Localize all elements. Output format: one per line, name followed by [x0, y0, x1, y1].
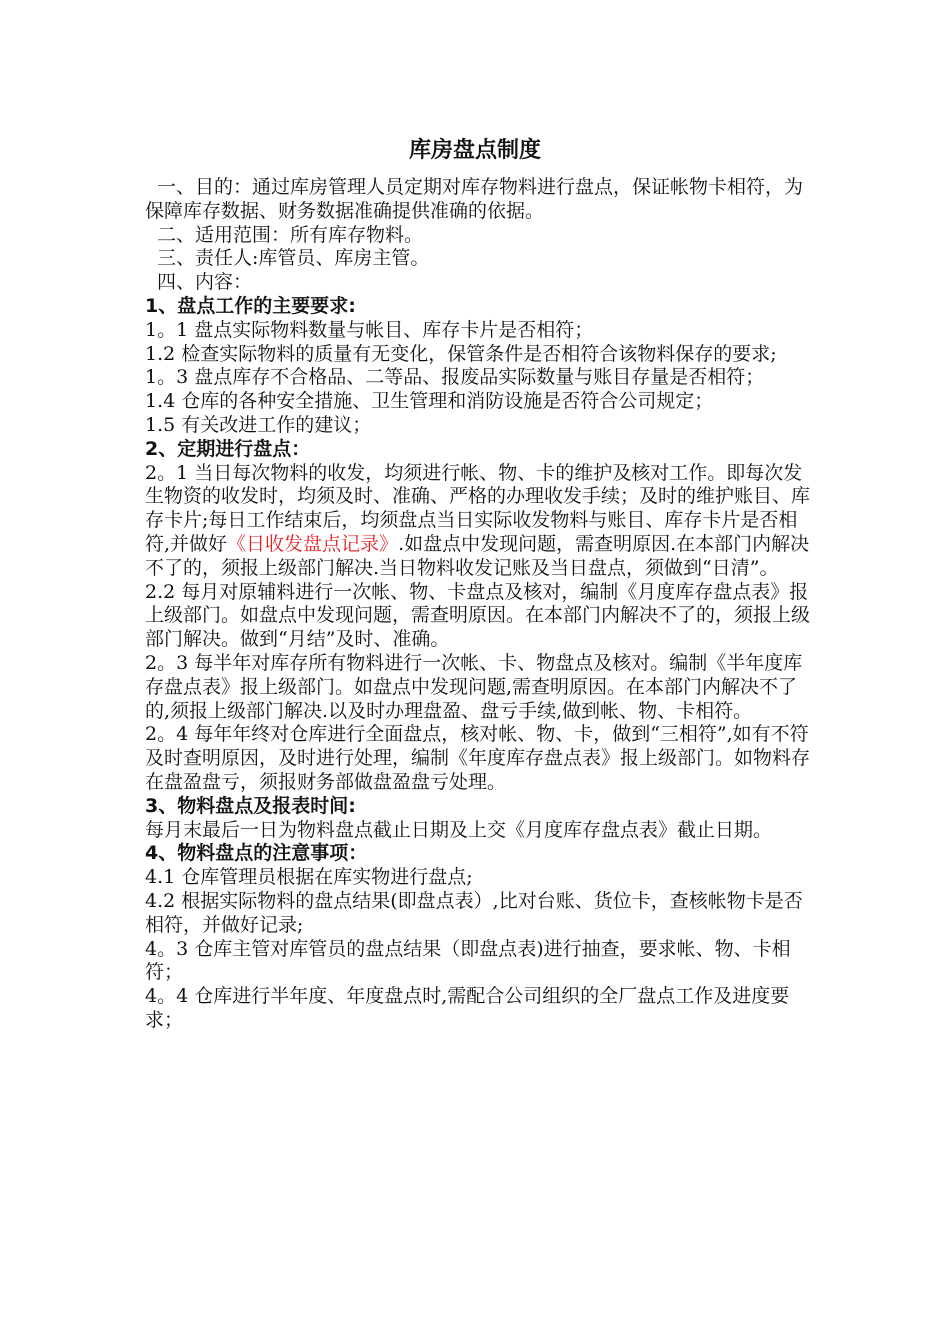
document-title: 库房盘点制度 [408, 138, 541, 163]
section-1-item: 1。1 盘点实际物料数量与帐目、库存卡片是否相符； [145, 318, 594, 341]
section-3-heading: 3、物料盘点及报表时间: [145, 794, 356, 817]
section-2-item-1-text-cont: .如盘点中发现问题，需查明原因.在本部门内解决不了的，须报上级部门解决.当日物料收发记账及当日盘点，须做到“日清”。 [145, 532, 810, 579]
section-4-item: 4.1 仓库管理员根据在库实物进行盘点; [145, 866, 473, 889]
section-4-item: 4。3 仓库主管对库管员的盘点结果（即盘点表)进行抽查，要求帐、物、卡相符； [145, 937, 791, 984]
section-2-item-4: 2。4 每年年终对仓库进行全面盘点，核对帐、物、卡，做到“三相符”,如有不符及时查明原因，及时进行处理，编制《年度库存盘点表》报上级部门。如物料存在盘盈盘亏，须报财务部做盘盈盘亏处理。 [145, 723, 811, 793]
section-2-item-1 [145, 462, 810, 581]
scope-paragraph: 二、适用范围：所有库存物料。 [157, 223, 424, 246]
section-3-text: 每月末最后一日为物料盘点截止日期及上交《月度库存盘点表》截止日期。 [145, 818, 773, 841]
section-1-item: 1.4 仓库的各种安全措施、卫生管理和消防设施是否符合公司规定； [145, 390, 714, 413]
section-2-heading: 2、定期进行盘点： [145, 437, 311, 460]
section-4-item: 4.2 根据实际物料的盘点结果(即盘点表）,比对台账、货位卡，查核帐物卡是否相符，并做好记录; [145, 889, 803, 936]
daily-record-title: 《日收发盘点记录》 [227, 532, 399, 555]
responsible-paragraph: 三、责任人:库管员、库房主管。 [157, 247, 430, 270]
section-4-item: 4。4 仓库进行半年度、年度盘点时,需配合公司组织的全厂盘点工作及进度要求； [145, 985, 790, 1031]
section-1-item: 1.2 检查实际物料的质量有无变化，保管条件是否相符合该物料保存的要求; [145, 342, 777, 365]
section-1-heading: 1、盘点工作的主要要求: [145, 294, 356, 317]
section-1-item: 1.5 有关改进工作的建议； [145, 413, 372, 436]
document-body [145, 176, 810, 1033]
content-paragraph: 四、内容： [157, 271, 253, 294]
section-2-item-3: 2。3 每半年对库存所有物料进行一次帐、卡、物盘点及核对。编制《半年度库存盘点表》报上级部门。如盘点中发现问题,需查明原因。在本部门内解决不了的,须报上级部门解决.以及时办理盘盈、盘亏手续,做到帐、物、卡相符。 [145, 651, 803, 722]
section-1-item: 1。3 盘点库存不合格品、二等品、报废品实际数量与账目存量是否相符； [145, 366, 765, 389]
section-2-item-1-text: 2。1 当日每次物料的收发，均须进行帐、物、卡的维护及核对工作。即每次发生物资的收发时，均须及时、准确、严格的办理收发手续；及时的维护账目、库存卡片;每日工作结束后，均须盘点当日实际收发物料与账目、库存卡片是否相符,并做好 [145, 461, 811, 555]
section-4-heading: 4、物料盘点的注意事项： [145, 842, 368, 865]
purpose-paragraph: 一、目的：通过库房管理人员定期对库存物料进行盘点，保证帐物卡相符，为保障库存数据、财务数据准确提供准确的依据。 [145, 176, 804, 222]
section-2-item-2: 2.2 每月对原辅料进行一次帐、物、卡盘点及核对，编制《月度库存盘点表》报上级部门。如盘点中发现问题，需查明原因。在本部门内解决不了的，须报上级部门解决。做到“月结”及时、准确。 [145, 580, 811, 651]
